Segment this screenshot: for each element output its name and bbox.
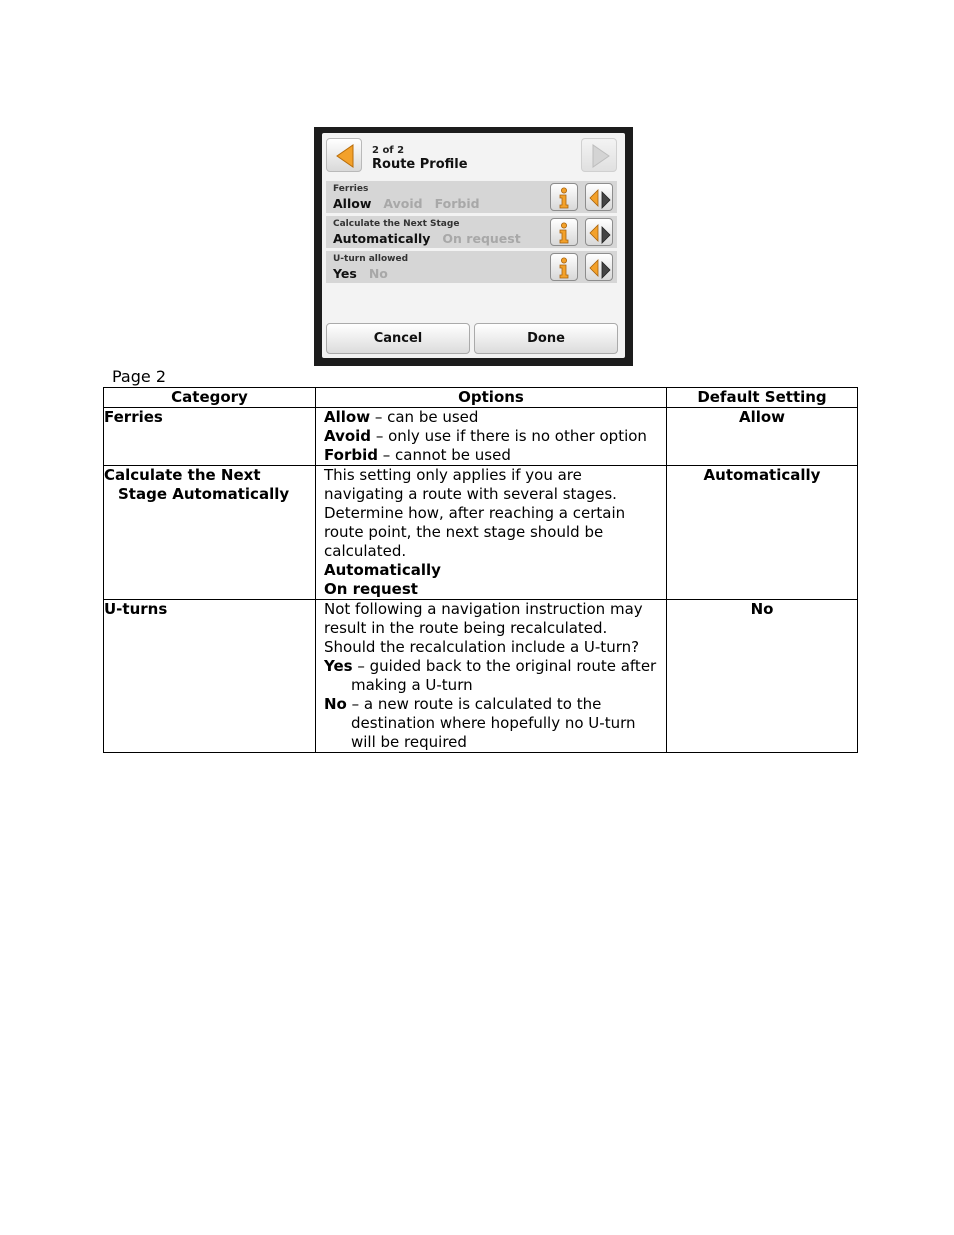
arrow-right-icon (582, 139, 618, 173)
arrow-left-icon (327, 139, 363, 173)
route-profile-screen (322, 133, 625, 358)
option-label: U-turn allowed (333, 254, 409, 264)
option-row-ferries (326, 181, 617, 214)
header-category: Category (104, 388, 316, 408)
info-button[interactable] (550, 253, 578, 281)
category-cell (104, 600, 316, 753)
option-desc: – cannot be used (377, 446, 511, 464)
category-text: U-turns (104, 600, 168, 618)
option-value[interactable]: Forbid (434, 196, 480, 211)
table-header-row (104, 388, 858, 408)
option-values (333, 266, 400, 281)
option-desc: – can be used (370, 408, 479, 426)
options-cell (316, 466, 667, 600)
table-row (104, 466, 858, 600)
option-line (324, 695, 658, 752)
page-count: 2 of 2 (372, 145, 405, 156)
info-icon (551, 184, 579, 212)
option-line (324, 580, 658, 599)
option-desc: – only use if there is no other option (371, 427, 647, 445)
left-right-arrows-icon (586, 219, 614, 247)
option-name: Allow (324, 408, 371, 426)
option-value[interactable]: On request (442, 231, 521, 246)
option-selected[interactable]: Yes (333, 266, 357, 281)
default-cell: Allow (667, 408, 858, 466)
device-screenshot (314, 127, 633, 366)
option-name: Avoid (324, 427, 372, 445)
option-intro: This setting only applies if you are navigating a route with several stages. Determine how, after reaching a certain route point, the next stage should be calculated. (324, 466, 626, 560)
option-name: Forbid (324, 446, 378, 464)
option-intro: Not following a navigation instruction may result in the route being recalculated. Should the recalculation include a U-turn? (324, 600, 643, 656)
info-icon (551, 254, 579, 282)
toggle-option-button[interactable] (585, 253, 613, 281)
category-text: Calculate the Next Stage Automatically (104, 466, 290, 503)
forward-button[interactable] (581, 138, 617, 172)
header-default: Default Setting (667, 388, 858, 408)
category-cell (104, 466, 316, 600)
option-name: On request (324, 580, 418, 598)
info-button[interactable] (550, 218, 578, 246)
option-name: No (324, 695, 347, 713)
option-value[interactable]: Avoid (383, 196, 423, 211)
header-options: Options (316, 388, 667, 408)
left-right-arrows-icon (586, 254, 614, 282)
options-cell (316, 600, 667, 753)
category-cell (104, 408, 316, 466)
option-line (324, 446, 658, 465)
option-values (333, 196, 492, 211)
back-button[interactable] (326, 138, 362, 172)
left-right-arrows-icon (586, 184, 614, 212)
option-line (324, 657, 658, 695)
option-selected[interactable]: Automatically (333, 231, 431, 246)
info-button[interactable] (550, 183, 578, 211)
toggle-option-button[interactable] (585, 183, 613, 211)
option-desc: – a new route is calculated to the destination where hopefully no U-turn will be required (346, 695, 636, 751)
category-text: Ferries (104, 408, 163, 426)
default-cell: No (667, 600, 858, 753)
option-row-next-stage (326, 216, 617, 249)
option-label: Calculate the Next Stage (333, 219, 460, 229)
option-name: Yes (324, 657, 353, 675)
toggle-option-button[interactable] (585, 218, 613, 246)
option-value[interactable]: No (368, 266, 388, 281)
default-cell: Automatically (667, 466, 858, 600)
option-selected[interactable]: Allow (333, 196, 372, 211)
option-line (324, 427, 658, 446)
cancel-button[interactable]: Cancel (326, 323, 470, 354)
option-desc: – guided back to the original route after making a U-turn (351, 657, 657, 694)
settings-table (103, 387, 858, 753)
screen-title: Route Profile (372, 157, 468, 172)
option-line (324, 408, 658, 427)
table-row (104, 408, 858, 466)
option-row-u-turn (326, 251, 617, 284)
option-line (324, 561, 658, 580)
done-button[interactable]: Done (474, 323, 618, 354)
option-name: Automatically (324, 561, 441, 579)
option-values (333, 231, 533, 246)
page-label: Page 2 (112, 367, 166, 386)
option-label: Ferries (333, 184, 369, 194)
info-icon (551, 219, 579, 247)
table-row (104, 600, 858, 753)
options-cell (316, 408, 667, 466)
